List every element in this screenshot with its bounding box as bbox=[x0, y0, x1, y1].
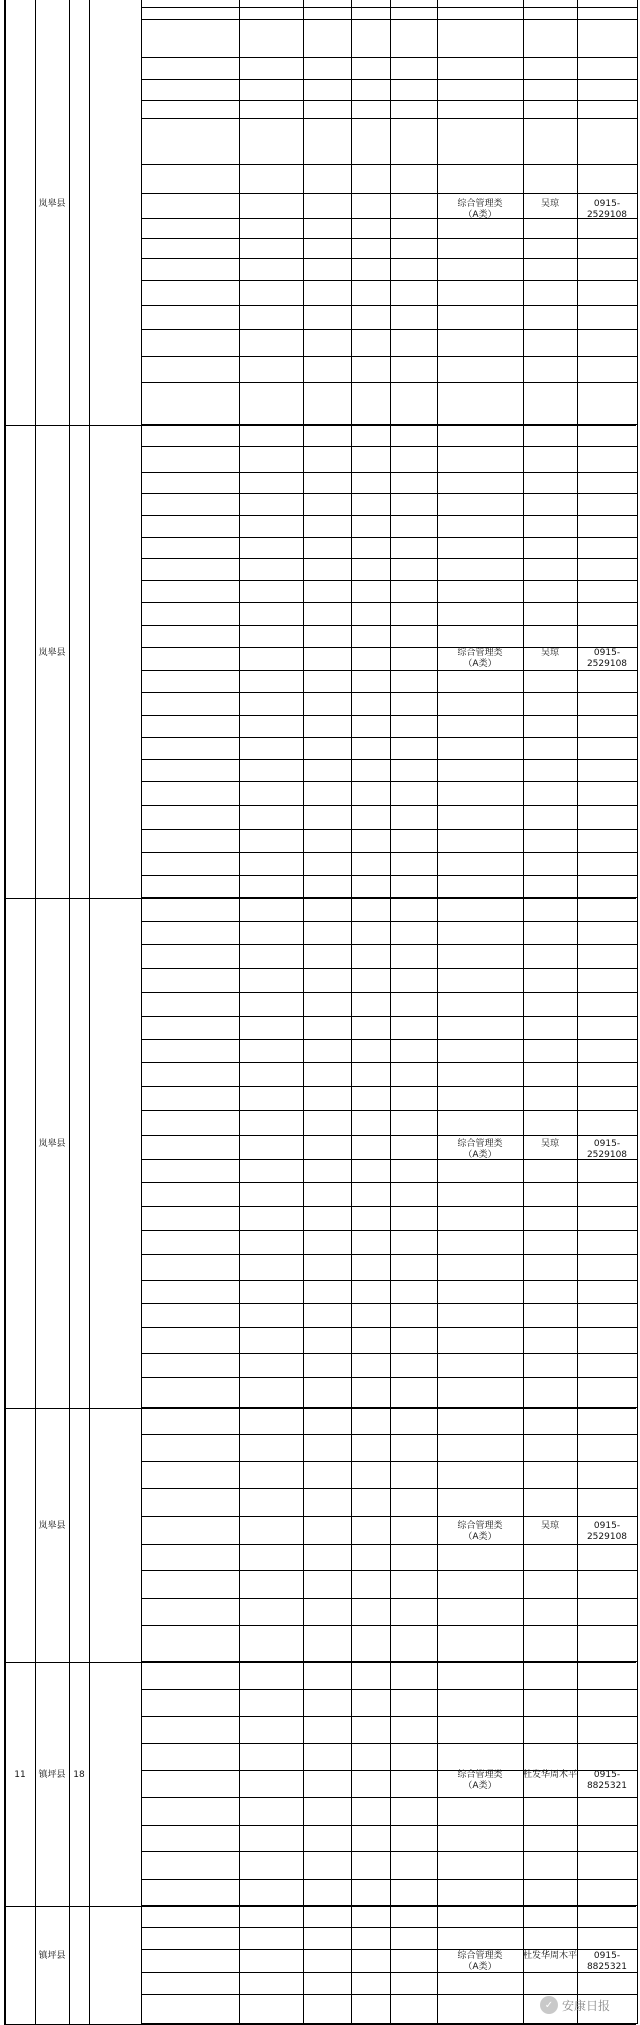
contact-name: 吴琼 bbox=[540, 1521, 559, 1531]
table-row bbox=[141, 992, 637, 993]
row-index: 11 bbox=[14, 1770, 26, 1780]
table-row bbox=[141, 715, 637, 716]
table-row bbox=[141, 1598, 637, 1599]
column-line bbox=[637, 1408, 638, 1662]
section-divider bbox=[4, 425, 636, 426]
column-line bbox=[523, 0, 524, 425]
exam-category: 综合管理类 （A类） bbox=[457, 1139, 503, 1161]
table-row bbox=[141, 1110, 637, 1111]
table-row bbox=[141, 1743, 637, 1744]
county-name: 岚皋县 bbox=[38, 198, 66, 209]
table-row bbox=[141, 1230, 637, 1231]
column-line bbox=[351, 1662, 352, 1906]
table-row bbox=[141, 238, 637, 239]
exam-category: 综合管理类 （A类） bbox=[457, 1770, 503, 1792]
column-line bbox=[69, 1662, 70, 1906]
table-row bbox=[141, 805, 637, 806]
column-line bbox=[523, 1662, 524, 1906]
table-row bbox=[141, 1825, 637, 1826]
column-line bbox=[351, 425, 352, 898]
contact-phone: 0915- 2529108 bbox=[586, 198, 628, 220]
section-divider bbox=[4, 1408, 636, 1409]
table-row bbox=[141, 1327, 637, 1328]
table-row bbox=[141, 1086, 637, 1087]
column-line bbox=[523, 1906, 524, 2024]
column-line bbox=[69, 1906, 70, 2024]
column-line bbox=[637, 1662, 638, 1906]
contact-phone: 0915- 2529108 bbox=[586, 647, 628, 669]
table-row bbox=[141, 446, 637, 447]
watermark-text: 安康日报 bbox=[562, 1998, 611, 2013]
exam-category: 综合管理类 （A类） bbox=[457, 1951, 503, 1973]
table-row bbox=[141, 356, 637, 357]
table-row bbox=[141, 329, 637, 330]
table-row bbox=[141, 19, 637, 20]
section-divider bbox=[4, 898, 636, 899]
column-line bbox=[141, 1408, 142, 1662]
column-line bbox=[637, 0, 638, 425]
column-line bbox=[141, 1906, 142, 2024]
column-line bbox=[5, 898, 6, 1408]
column-line bbox=[303, 0, 304, 425]
contact-name: 吴琼 bbox=[540, 198, 559, 209]
table-section bbox=[4, 1662, 637, 1906]
column-line bbox=[637, 898, 638, 1408]
contact-phone: 0915- 8825321 bbox=[586, 1951, 628, 1973]
column-line bbox=[141, 425, 142, 898]
table-row bbox=[141, 1280, 637, 1281]
table-row bbox=[141, 493, 637, 494]
column-line bbox=[351, 898, 352, 1408]
table-row bbox=[141, 1159, 637, 1160]
exam-category: 综合管理类 （A类） bbox=[457, 1521, 503, 1543]
table-row bbox=[141, 57, 637, 58]
column-line bbox=[35, 425, 36, 898]
table-row bbox=[141, 1377, 637, 1378]
table-row bbox=[141, 1303, 637, 1304]
table-row bbox=[141, 875, 637, 876]
table-row bbox=[141, 305, 637, 306]
table-row bbox=[141, 1689, 637, 1690]
contact-phone: 0915- 8825321 bbox=[586, 1770, 628, 1792]
contact-phone: 0915- 2529108 bbox=[586, 1139, 628, 1161]
column-line bbox=[239, 898, 240, 1408]
contact-name: 杜发华周木平 bbox=[523, 1951, 578, 1961]
column-line bbox=[637, 1906, 638, 2024]
table-row bbox=[141, 280, 637, 281]
table-row bbox=[141, 1135, 637, 1136]
column-line bbox=[523, 425, 524, 898]
table-row bbox=[141, 258, 637, 259]
column-line bbox=[141, 0, 142, 425]
column-line bbox=[351, 1408, 352, 1662]
table-row bbox=[141, 472, 637, 473]
table-row bbox=[141, 921, 637, 922]
table-row bbox=[141, 218, 637, 219]
table-row bbox=[141, 1797, 637, 1798]
section-divider bbox=[4, 1662, 636, 1663]
column-line bbox=[303, 425, 304, 898]
column-line bbox=[303, 1906, 304, 2024]
column-line bbox=[89, 898, 90, 1408]
table-row bbox=[141, 558, 637, 559]
table-row bbox=[141, 164, 637, 165]
column-line bbox=[89, 1408, 90, 1662]
column-line bbox=[390, 0, 391, 425]
column-line bbox=[390, 1662, 391, 1906]
table-row bbox=[141, 515, 637, 516]
table-row bbox=[141, 1949, 637, 1950]
wechat-icon: ✓ bbox=[540, 1996, 558, 2014]
column-line bbox=[69, 1408, 70, 1662]
column-line bbox=[89, 1906, 90, 2024]
county-name: 岚皋县 bbox=[38, 1521, 66, 1531]
column-line bbox=[523, 898, 524, 1408]
table-row bbox=[141, 670, 637, 671]
column-line bbox=[89, 1662, 90, 1906]
table-row bbox=[141, 1353, 637, 1354]
table-section bbox=[4, 425, 637, 898]
section-divider bbox=[4, 1906, 636, 1907]
table-row bbox=[141, 781, 637, 782]
column-line bbox=[5, 425, 6, 898]
column-line bbox=[89, 425, 90, 898]
column-line bbox=[69, 0, 70, 425]
table-row bbox=[141, 625, 637, 626]
table-row bbox=[141, 79, 637, 80]
watermark-logo bbox=[540, 1994, 630, 2016]
column-line bbox=[239, 425, 240, 898]
column-line bbox=[69, 425, 70, 898]
column-line bbox=[239, 1662, 240, 1906]
contact-name: 吴琼 bbox=[540, 647, 559, 658]
hire-count: 18 bbox=[73, 1770, 85, 1780]
county-name: 镇坪县 bbox=[38, 1951, 66, 1961]
table-row bbox=[141, 1972, 637, 1973]
column-line bbox=[239, 1408, 240, 1662]
table-row bbox=[141, 1516, 637, 1517]
table-row bbox=[141, 1461, 637, 1462]
contact-name: 吴琼 bbox=[540, 1139, 559, 1149]
table-row bbox=[141, 118, 637, 119]
table-row bbox=[141, 1254, 637, 1255]
table-row bbox=[141, 1851, 637, 1852]
table-row bbox=[141, 1182, 637, 1183]
column-line bbox=[35, 898, 36, 1408]
column-line bbox=[35, 1662, 36, 1906]
column-line bbox=[35, 1906, 36, 2024]
exam-category: 综合管理类 （A类） bbox=[457, 198, 503, 220]
table-row bbox=[141, 1879, 637, 1880]
table-row bbox=[141, 1488, 637, 1489]
column-line bbox=[5, 1408, 6, 1662]
column-line bbox=[35, 0, 36, 425]
table-row bbox=[141, 580, 637, 581]
column-line bbox=[390, 1408, 391, 1662]
table-row bbox=[141, 100, 637, 101]
column-line bbox=[5, 1906, 6, 2024]
table-row bbox=[141, 537, 637, 538]
table-row bbox=[141, 1625, 637, 1626]
column-line bbox=[351, 0, 352, 425]
county-name: 岚皋县 bbox=[38, 647, 66, 658]
table-row bbox=[141, 737, 637, 738]
column-line bbox=[303, 1408, 304, 1662]
table-row bbox=[141, 692, 637, 693]
table-row bbox=[141, 1062, 637, 1063]
table-row bbox=[141, 1716, 637, 1717]
table-row bbox=[141, 759, 637, 760]
table-row bbox=[141, 382, 637, 383]
column-line bbox=[523, 1408, 524, 1662]
column-line bbox=[303, 898, 304, 1408]
county-name: 岚皋县 bbox=[38, 1139, 66, 1149]
exam-category: 综合管理类 （A类） bbox=[457, 647, 503, 669]
table-row bbox=[141, 1544, 637, 1545]
column-line bbox=[141, 898, 142, 1408]
column-line bbox=[5, 0, 6, 425]
table-row bbox=[141, 1927, 637, 1928]
column-line bbox=[637, 425, 638, 898]
column-line bbox=[303, 1662, 304, 1906]
table-row bbox=[141, 1039, 637, 1040]
column-line bbox=[239, 0, 240, 425]
table-row bbox=[141, 1434, 637, 1435]
column-line bbox=[239, 1906, 240, 2024]
table-row bbox=[141, 193, 637, 194]
column-line bbox=[5, 1662, 6, 1906]
contact-phone: 0915- 2529108 bbox=[586, 1521, 628, 1543]
column-line bbox=[351, 1906, 352, 2024]
column-line bbox=[390, 425, 391, 898]
table-row bbox=[141, 7, 637, 8]
table-row bbox=[141, 852, 637, 853]
column-line bbox=[390, 1906, 391, 2024]
contact-name: 杜发华周木平 bbox=[523, 1770, 578, 1780]
table-row bbox=[141, 829, 637, 830]
county-name: 镇坪县 bbox=[38, 1770, 66, 1780]
column-line bbox=[390, 898, 391, 1408]
table-row bbox=[141, 968, 637, 969]
table-row bbox=[141, 1016, 637, 1017]
table-section bbox=[4, 0, 637, 425]
table-section bbox=[4, 898, 637, 1408]
column-line bbox=[69, 898, 70, 1408]
column-line bbox=[141, 1662, 142, 1906]
table-row bbox=[141, 944, 637, 945]
table-row bbox=[141, 1206, 637, 1207]
table-row bbox=[141, 1570, 637, 1571]
column-line bbox=[35, 1408, 36, 1662]
table-row bbox=[141, 602, 637, 603]
column-line bbox=[89, 0, 90, 425]
table-section bbox=[4, 1408, 637, 1662]
